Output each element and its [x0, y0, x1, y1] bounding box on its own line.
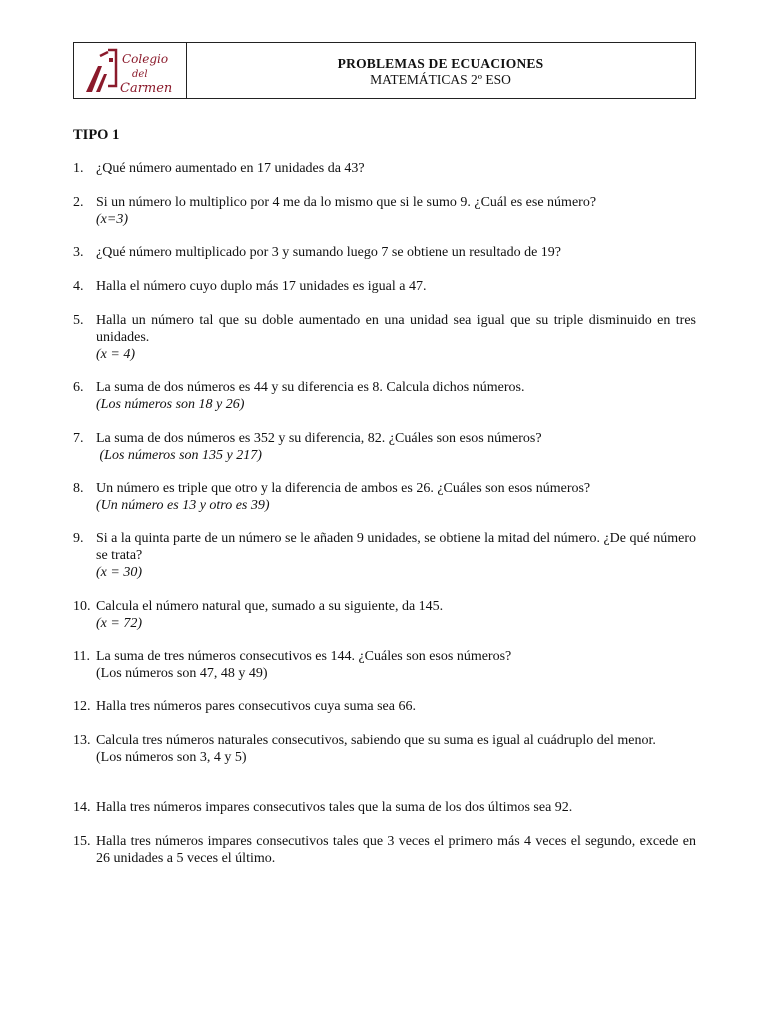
problem-text: Halla un número tal que su doble aumentado en una unidad sea igual que su triple disminuido en tres unidades. — [96, 313, 696, 345]
problem-text: ¿Qué número aumentado en 17 unidades da 43? — [96, 161, 365, 176]
problem-text: Halla tres números impares consecutivos tales que la suma de los dos últimos sea 92. — [96, 800, 573, 815]
problem-text: Si a la quinta parte de un número se le añaden 9 unidades, se obtiene la mitad del número. ¿De qué número se trata? — [96, 531, 696, 563]
problem-item — [73, 430, 696, 464]
problem-answer: (Los números son 47, 48 y 49) — [96, 666, 268, 681]
problem-item — [73, 833, 696, 867]
problem-number: 15. — [73, 834, 91, 849]
problem-number: 14. — [73, 800, 91, 815]
problem-answer: (Los números son 135 y 217) — [96, 448, 262, 463]
problem-item — [73, 732, 696, 766]
problem-number: 13. — [73, 733, 91, 748]
header-title-cell — [186, 43, 695, 98]
problem-item — [73, 598, 696, 632]
problem-text: ¿Qué número multiplicado por 3 y sumando luego 7 se obtiene un resultado de 19? — [96, 245, 562, 260]
problem-item — [73, 480, 696, 514]
problem-answer: (Un número es 13 y otro es 39) — [96, 498, 270, 513]
school-logo — [74, 43, 187, 98]
page-subtitle: MATEMÁTICAS 2º ESO — [370, 72, 511, 87]
problem-text: La suma de dos números es 352 y su diferencia, 82. ¿Cuáles son esos números? — [96, 431, 542, 446]
document-header — [73, 42, 696, 99]
problem-number: 8. — [73, 481, 84, 496]
problem-number: 7. — [73, 431, 84, 446]
problem-text: La suma de dos números es 44 y su diferencia es 8. Calcula dichos números. — [96, 380, 525, 395]
problem-text: Halla tres números pares consecutivos cuya suma sea 66. — [96, 699, 416, 714]
problem-answer: (x = 72) — [96, 616, 142, 631]
problem-item — [73, 160, 696, 177]
problem-item — [73, 648, 696, 682]
problem-number: 10. — [73, 599, 91, 614]
problem-number: 4. — [73, 279, 84, 294]
problem-text: Halla el número cuyo duplo más 17 unidades es igual a 47. — [96, 279, 427, 294]
page-title: PROBLEMAS DE ECUACIONES — [337, 56, 544, 71]
problem-item — [73, 244, 696, 261]
problem-item — [73, 312, 696, 363]
problem-item — [73, 799, 696, 816]
problem-answer: (Los números son 3, 4 y 5) — [96, 750, 247, 765]
problem-answer: (x = 30) — [96, 565, 142, 580]
problem-number: 9. — [73, 531, 84, 546]
problem-number: 11. — [73, 649, 90, 664]
logo-text-colegio: Colegio — [122, 52, 169, 66]
section-title: TIPO 1 — [73, 127, 120, 143]
logo-text-del: del — [132, 69, 148, 80]
problem-item — [73, 698, 696, 715]
problem-item — [73, 379, 696, 413]
problem-number: 6. — [73, 380, 84, 395]
problem-text: Calcula tres números naturales consecutivos, sabiendo que su suma es igual al cuádruplo del menor. — [96, 733, 656, 748]
problem-answer: (Los números son 18 y 26) — [96, 397, 245, 412]
problem-answer: (x = 4) — [96, 347, 135, 362]
problem-number: 12. — [73, 699, 91, 714]
problem-item — [73, 194, 696, 228]
problem-text: Un número es triple que otro y la diferencia de ambos es 26. ¿Cuáles son esos números? — [96, 481, 591, 496]
problem-text: Calcula el número natural que, sumado a su siguiente, da 145. — [96, 599, 444, 614]
problem-text: Halla tres números impares consecutivos tales que 3 veces el primero más 4 veces el segundo, excede en 26 unidades a 5 veces el último. — [96, 834, 696, 866]
problem-item — [73, 278, 696, 295]
problem-number: 5. — [73, 313, 84, 328]
problem-text: Si un número lo multiplico por 4 me da lo mismo que si le sumo 9. ¿Cuál es ese número? — [96, 195, 597, 210]
problem-text: La suma de tres números consecutivos es 144. ¿Cuáles son esos números? — [96, 649, 512, 664]
problem-item — [73, 530, 696, 581]
problem-number: 3. — [73, 245, 84, 260]
problem-answer: (x=3) — [96, 212, 128, 227]
logo-text-carmen: Carmen — [120, 81, 173, 96]
problem-number: 1. — [73, 161, 84, 176]
problem-number: 2. — [73, 195, 84, 210]
